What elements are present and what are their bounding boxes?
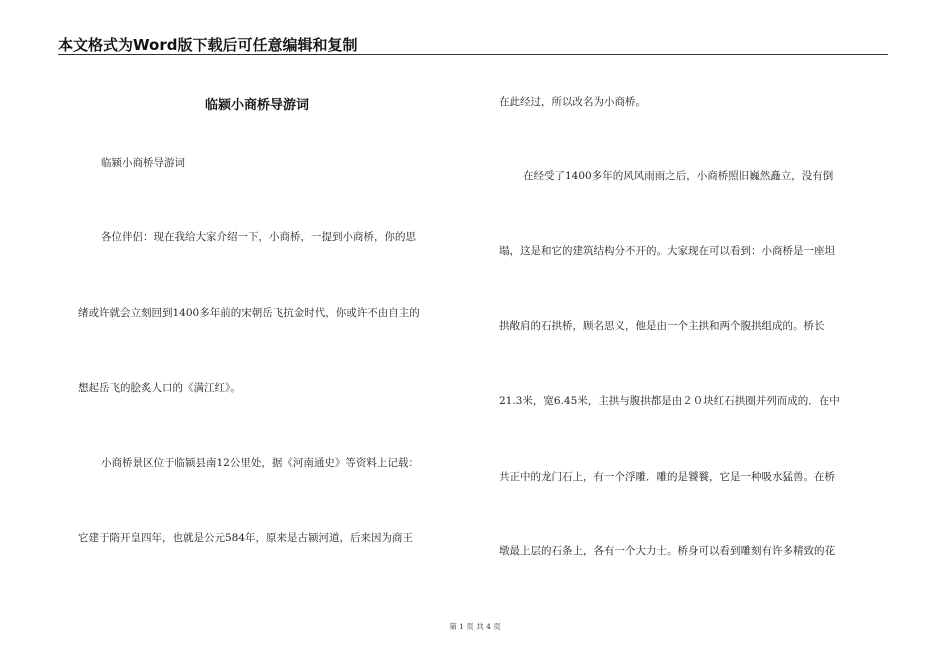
right-line-4: 拱敞肩的石拱桥，顾名思义，他是由一个主拱和两个腹拱组成的。桥长	[499, 320, 825, 332]
left-line-2: 各位伴侣：现在我给大家介绍一下，小商桥，一提到小商桥，你的思	[101, 231, 416, 243]
left-line-3: 绪或许就会立刻回到1400多年前的宋朝岳飞抗金时代，你或许不由自主的	[78, 307, 420, 319]
right-line-3: 塌，这是和它的建筑结构分不开的。大家现在可以看到：小商桥是一座坦	[499, 245, 835, 257]
document-header: 本文格式为Word版下载后可任意编辑和复制	[58, 36, 358, 54]
left-line-6: 它建于隋开皇四年，也就是公元584年，原来是古颍河道，后来因为商王	[78, 532, 414, 544]
page-indicator: 第 1 页 共 4 页	[449, 622, 501, 631]
right-line-2: 在经受了1400多年的风风雨雨之后，小商桥照旧巍然矗立，没有倒	[523, 170, 834, 182]
left-line-1: 临颍小商桥导游词	[101, 157, 185, 169]
right-line-7: 墩最上层的石条上，各有一个大力士。桥身可以看到雕刻有许多精致的花	[499, 545, 835, 557]
right-line-6: 共正中的龙门石上，有一个浮雕．雕的是饕餮，它是一种吸水猛兽。在桥	[499, 471, 835, 483]
left-line-4: 想起岳飞的脍炙人口的《满江红》。	[78, 382, 241, 394]
header-divider	[58, 54, 888, 55]
document-title: 临颍小商桥导游词	[205, 98, 310, 113]
right-line-5: 21.3米，宽6.45米，主拱与腹拱都是由２０块红石拱圈并列而成的．在中	[499, 395, 840, 407]
left-line-5: 小商桥景区位于临颍县南12公里处，据《河南通史》等资料上记载：	[101, 457, 419, 469]
right-line-1: 在此经过，所以改名为小商桥。	[499, 96, 646, 108]
